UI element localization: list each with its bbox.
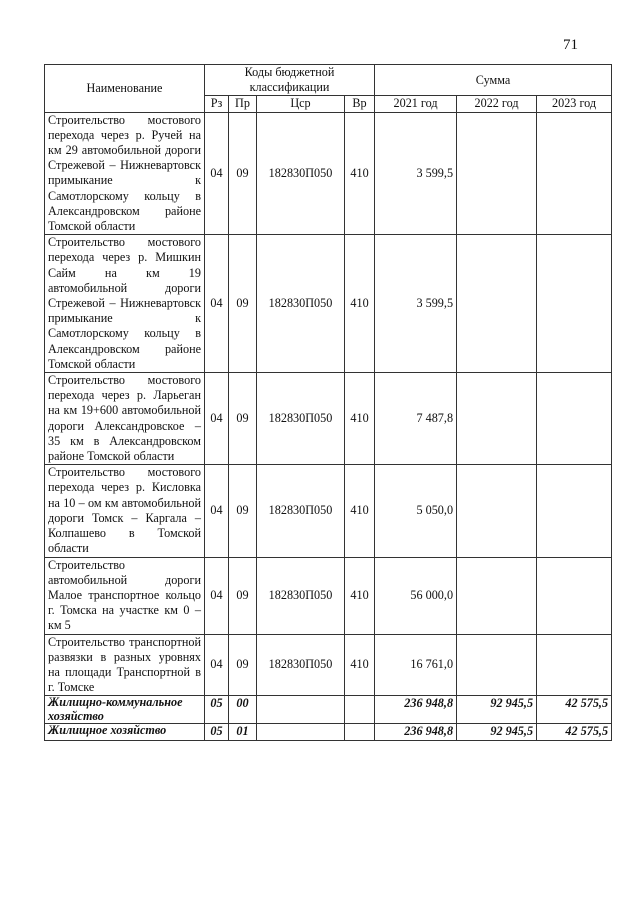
table-row	[45, 634, 612, 696]
header-2023: 2023 год	[537, 96, 612, 112]
table-row	[45, 465, 612, 557]
row-2021: 3 599,5	[375, 112, 457, 235]
table-row	[45, 373, 612, 465]
row-csr: 182830П050	[257, 373, 345, 465]
row-2021: 56 000,0	[375, 557, 457, 634]
total-2022: 92 945,5	[457, 696, 537, 724]
total-row	[45, 696, 612, 724]
row-pr: 09	[229, 465, 257, 557]
row-2022	[457, 465, 537, 557]
total-2022: 92 945,5	[457, 724, 537, 740]
header-name: Наименование	[45, 65, 205, 113]
row-name: Строительство автомобильной дороги Малое транспортное кольцо г. Томска на участке км 0 – км 5	[45, 557, 205, 634]
row-pr: 09	[229, 557, 257, 634]
total-csr	[257, 724, 345, 740]
total-pr: 01	[229, 724, 257, 740]
row-2023	[537, 112, 612, 235]
row-rz: 04	[205, 235, 229, 373]
total-rz: 05	[205, 696, 229, 724]
total-vr	[345, 696, 375, 724]
row-pr: 09	[229, 634, 257, 696]
row-2023	[537, 634, 612, 696]
total-name: Жилищно-коммунальное хозяйство	[45, 696, 205, 724]
row-name: Строительство мостового перехода через р. Ларьеган на км 19+600 автомобильной дороги Александровское – 35 км в Александровском районе Томской области	[45, 373, 205, 465]
header-2021: 2021 год	[375, 96, 457, 112]
row-2021: 3 599,5	[375, 235, 457, 373]
header-2022: 2022 год	[457, 96, 537, 112]
row-2023	[537, 465, 612, 557]
total-vr	[345, 724, 375, 740]
row-rz: 04	[205, 112, 229, 235]
total-2023: 42 575,5	[537, 696, 612, 724]
row-2022	[457, 373, 537, 465]
header-pr: Пр	[229, 96, 257, 112]
row-pr: 09	[229, 112, 257, 235]
header-rz: Рз	[205, 96, 229, 112]
header-vr: Вр	[345, 96, 375, 112]
row-rz: 04	[205, 557, 229, 634]
row-2021: 16 761,0	[375, 634, 457, 696]
total-rz: 05	[205, 724, 229, 740]
total-name: Жилищное хозяйство	[45, 724, 205, 740]
page-number: 71	[563, 37, 578, 53]
row-pr: 09	[229, 373, 257, 465]
row-csr: 182830П050	[257, 465, 345, 557]
row-2021: 5 050,0	[375, 465, 457, 557]
row-csr: 182830П050	[257, 634, 345, 696]
table-row	[45, 557, 612, 634]
table-row	[45, 235, 612, 373]
row-name: Строительство мостового перехода через р. Мишкин Сайм на км 19 автомобильной дороги Стрежевой – Нижневартовск примыкание к Самотлорскому кольцу в Александровском районе Томской области	[45, 235, 205, 373]
header-codes: Коды бюджетной классификации	[205, 65, 375, 96]
row-2022	[457, 557, 537, 634]
row-vr: 410	[345, 634, 375, 696]
row-vr: 410	[345, 112, 375, 235]
total-pr: 00	[229, 696, 257, 724]
row-2022	[457, 634, 537, 696]
row-2023	[537, 373, 612, 465]
total-2023: 42 575,5	[537, 724, 612, 740]
row-rz: 04	[205, 634, 229, 696]
row-vr: 410	[345, 235, 375, 373]
row-rz: 04	[205, 465, 229, 557]
row-csr: 182830П050	[257, 235, 345, 373]
row-name: Строительство мостового перехода через р. Ручей на км 29 автомобильной дороги Стрежевой – Нижневартовск примыкание к Самотлорскому кольцу в Александровском районе Томской области	[45, 112, 205, 235]
row-2022	[457, 235, 537, 373]
row-vr: 410	[345, 557, 375, 634]
row-rz: 04	[205, 373, 229, 465]
total-csr	[257, 696, 345, 724]
header-csr: Цср	[257, 96, 345, 112]
row-2022	[457, 112, 537, 235]
row-2023	[537, 235, 612, 373]
row-csr: 182830П050	[257, 112, 345, 235]
row-2021: 7 487,8	[375, 373, 457, 465]
row-vr: 410	[345, 373, 375, 465]
header-sum: Сумма	[375, 65, 612, 96]
total-row	[45, 724, 612, 740]
row-name: Строительство мостового перехода через р. Кисловка на 10 – ом км автомобильной дороги Томск – Каргала – Колпашево в Томской области	[45, 465, 205, 557]
total-2021: 236 948,8	[375, 724, 457, 740]
row-2023	[537, 557, 612, 634]
row-csr: 182830П050	[257, 557, 345, 634]
row-vr: 410	[345, 465, 375, 557]
budget-table	[44, 64, 612, 741]
row-pr: 09	[229, 235, 257, 373]
total-2021: 236 948,8	[375, 696, 457, 724]
row-name: Строительство транспортной развязки в разных уровнях на площади Транспортной в г. Томске	[45, 634, 205, 696]
table-row	[45, 112, 612, 235]
